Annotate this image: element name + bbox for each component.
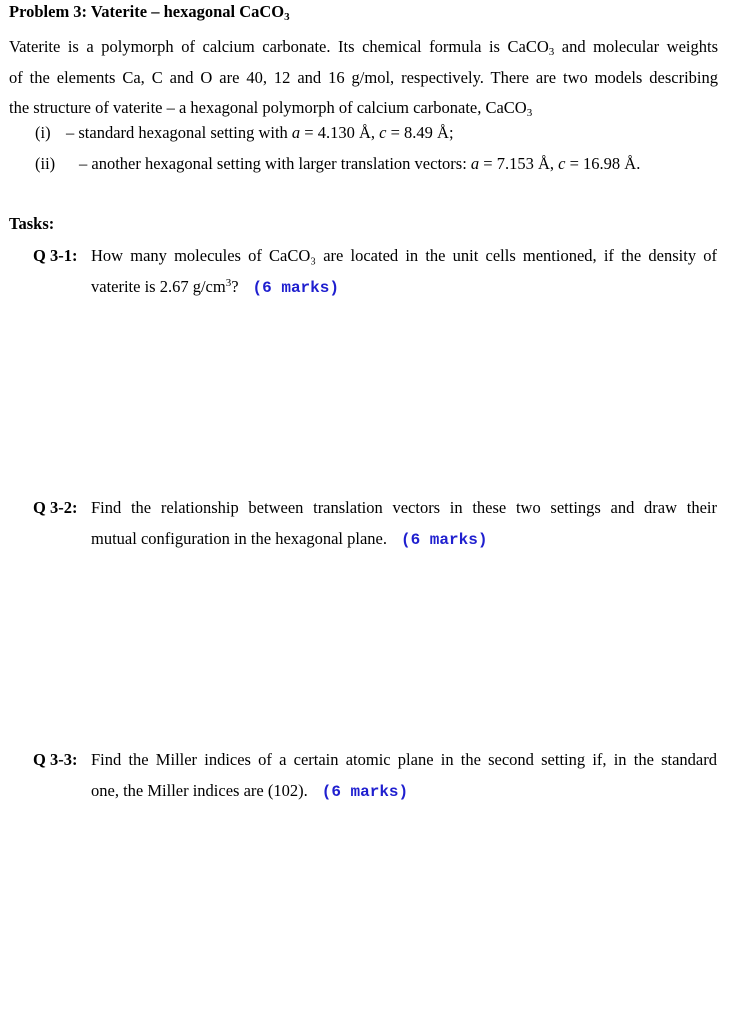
marks-badge: (6 marks)	[321, 783, 409, 801]
question-text-line-2: one, the Miller indices are (102). (6 marks)	[91, 781, 409, 801]
model-number: (i)	[35, 123, 51, 142]
model-text: – standard hexagonal setting with a = 4.130 Å, c = 8.49 Å;	[66, 123, 454, 142]
intro-line-1: Vaterite is a polymorph of calcium carbonate. Its chemical formula is CaCO$_3$ and molecular weights	[9, 37, 718, 58]
question-text-line-1: Find the relationship between translation vectors in these two settings and draw their	[91, 498, 717, 517]
question-text-line-2: vaterite is 2.67 $g/cm^3$? (6 marks)	[91, 277, 339, 297]
marks-badge: (6 marks)	[401, 531, 488, 549]
question-3-2	[33, 492, 717, 556]
question-text-line-2: mutual configuration in the hexagonal plane. (6 marks)	[91, 529, 488, 549]
question-3-3	[33, 744, 717, 808]
tasks-heading: Tasks:	[9, 214, 55, 233]
question-3-1	[33, 240, 717, 304]
model-text: – another hexagonal setting with larger translation vectors: a = 7.153 Å, c = 16.98 Å.	[79, 154, 641, 173]
problem-title: Problem 3: Vaterite – hexagonal CaCO$_3$	[9, 2, 290, 23]
question-label: Q 3-3:	[33, 750, 78, 769]
intro-line-2: of the elements Ca, C and O are 40, 12 and 16 g/mol, respectively. There are two models describing	[9, 67, 718, 87]
question-label: Q 3-2:	[33, 498, 78, 517]
question-text-line-1: Find the Miller indices of a certain atomic plane in the second setting if, in the standard	[91, 750, 717, 769]
question-label: Q 3-1:	[33, 246, 78, 265]
problem-intro	[9, 32, 718, 124]
question-text-line-1: How many molecules of CaCO₃ are located in the unit cells mentioned, if the density of	[91, 246, 717, 265]
marks-badge: (6 marks)	[252, 279, 339, 297]
intro-line-3: the structure of vaterite – a hexagonal polymorph of calcium carbonate, CaCO$_3$	[9, 98, 533, 119]
model-number: (ii)	[35, 154, 56, 173]
